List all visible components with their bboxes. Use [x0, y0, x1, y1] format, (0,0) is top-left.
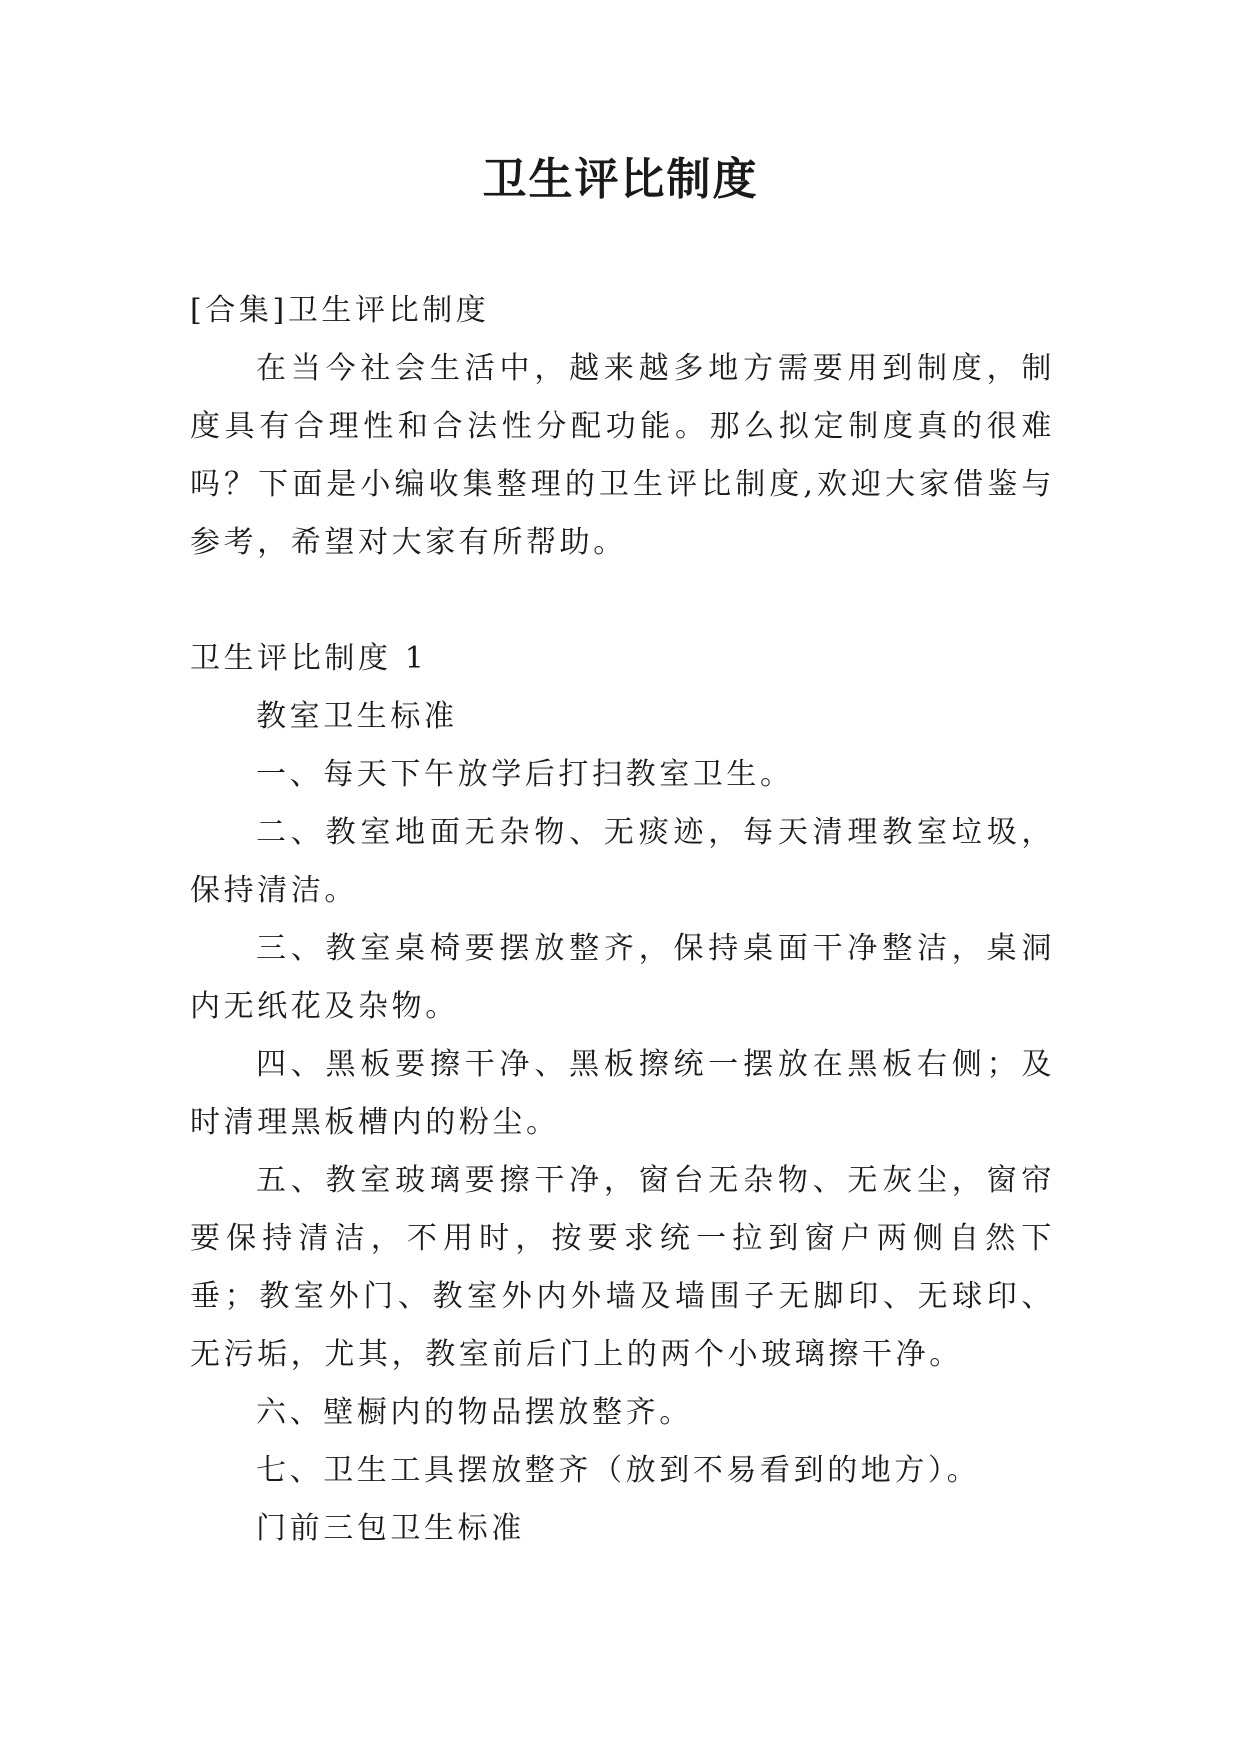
document-body: [190, 282, 1055, 1558]
standard-item-2: 二、教室地面无杂物、无痰迹，每天清理教室垃圾，保持清洁。: [190, 815, 1055, 908]
intro-paragraph: 在当今社会生活中，越来越多地方需要用到制度，制度具有合理性和合法性分配功能。那么拟定制度真的很难吗？下面是小编收集整理的卫生评比制度,欢迎大家借鉴与参考，希望对大家有所帮助。: [190, 351, 1055, 560]
classroom-standard-heading: 教室卫生标准: [256, 699, 458, 734]
section-heading: 卫生评比制度 1: [190, 641, 428, 676]
standard-item-5: 五、教室玻璃要擦干净，窗台无杂物、无灰尘，窗帘要保持清洁，不用时，按要求统一拉到窗户两侧自然下垂；教室外门、教室外内外墙及墙围子无脚印、无球印、无污垢，尤其，教室前后门上的两个小玻璃擦干净。: [190, 1163, 1055, 1372]
standard-item-6: 六、壁橱内的物品摆放整齐。: [256, 1395, 693, 1430]
door-standard-heading: 门前三包卫生标准: [256, 1511, 525, 1546]
document-title: 卫生评比制度: [482, 154, 759, 205]
standard-item-7: 七、卫生工具摆放整齐（放到不易看到的地方）。: [256, 1453, 981, 1488]
paragraph-spacer: [190, 572, 1055, 630]
standard-item-3: 三、教室桌椅要摆放整齐，保持桌面干净整洁，桌洞内无纸花及杂物。: [190, 931, 1055, 1024]
standard-item-4: 四、黑板要擦干净、黑板擦统一摆放在黑板右侧；及时清理黑板槽内的粉尘。: [190, 1047, 1055, 1140]
collection-heading: [合集]卫生评比制度: [190, 293, 490, 328]
standard-item-1: 一、每天下午放学后打扫教室卫生。: [256, 757, 794, 792]
